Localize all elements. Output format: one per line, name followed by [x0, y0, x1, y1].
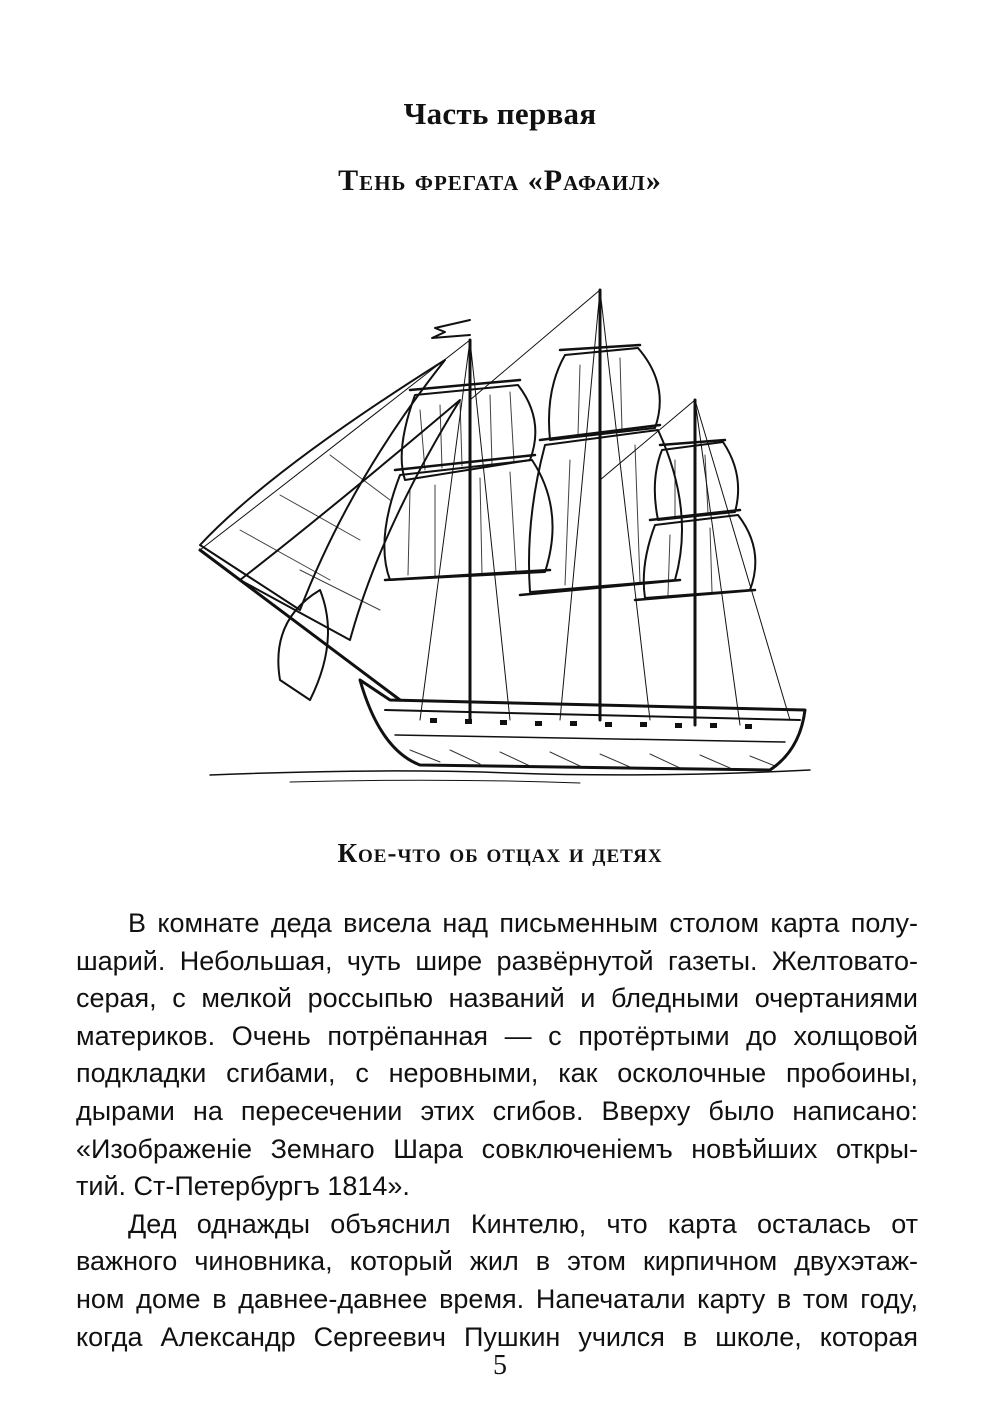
text-line: В комнате деда висела над письменным столом карта полу-: [128, 908, 918, 938]
text-line: шарий. Небольшая, чуть шире развёрнутой газеты. Желтовато-: [76, 945, 918, 976]
part-title: Часть первая: [403, 96, 597, 131]
text-line: материков. Очень потрёпанная — с протёртыми до холщовой: [76, 1020, 918, 1051]
text-line: тий. Ст-Петербургъ 1814».: [76, 1171, 410, 1202]
text-line: «Изображенiе Земнаго Шара совключенiемъ новѣйших откры-: [76, 1133, 918, 1164]
paragraph-2: [76, 1206, 918, 1356]
paragraph-1: [76, 905, 918, 1206]
ship-illustration: [180, 280, 820, 800]
page-number: 5: [493, 1350, 507, 1381]
text-line: дырами на пересечении этих сгибов. Вверху было написано:: [76, 1095, 918, 1126]
text-line: когда Александр Сергеевич Пушкин учился в школе, которая: [76, 1321, 918, 1352]
text-line: важного чиновника, который жил в этом кирпичном двухэтаж-: [76, 1246, 918, 1277]
text-line: ном доме в давнее-давнее время. Напечатали карту в том году,: [76, 1283, 918, 1314]
section-title: Тень фрегата «Рафаил»: [338, 164, 662, 197]
text-line: серая, с мелкой россыпью названий и бледными очертаниями: [76, 983, 918, 1014]
body-text: [76, 905, 918, 1356]
text-line: Дед однажды объяснил Кинтелю, что карта осталась от: [128, 1208, 918, 1239]
text-line: подкладки сгибами, с неровными, как осколочные пробоины,: [76, 1058, 918, 1089]
chapter-title: Кое-что об отцах и детях: [337, 838, 663, 868]
